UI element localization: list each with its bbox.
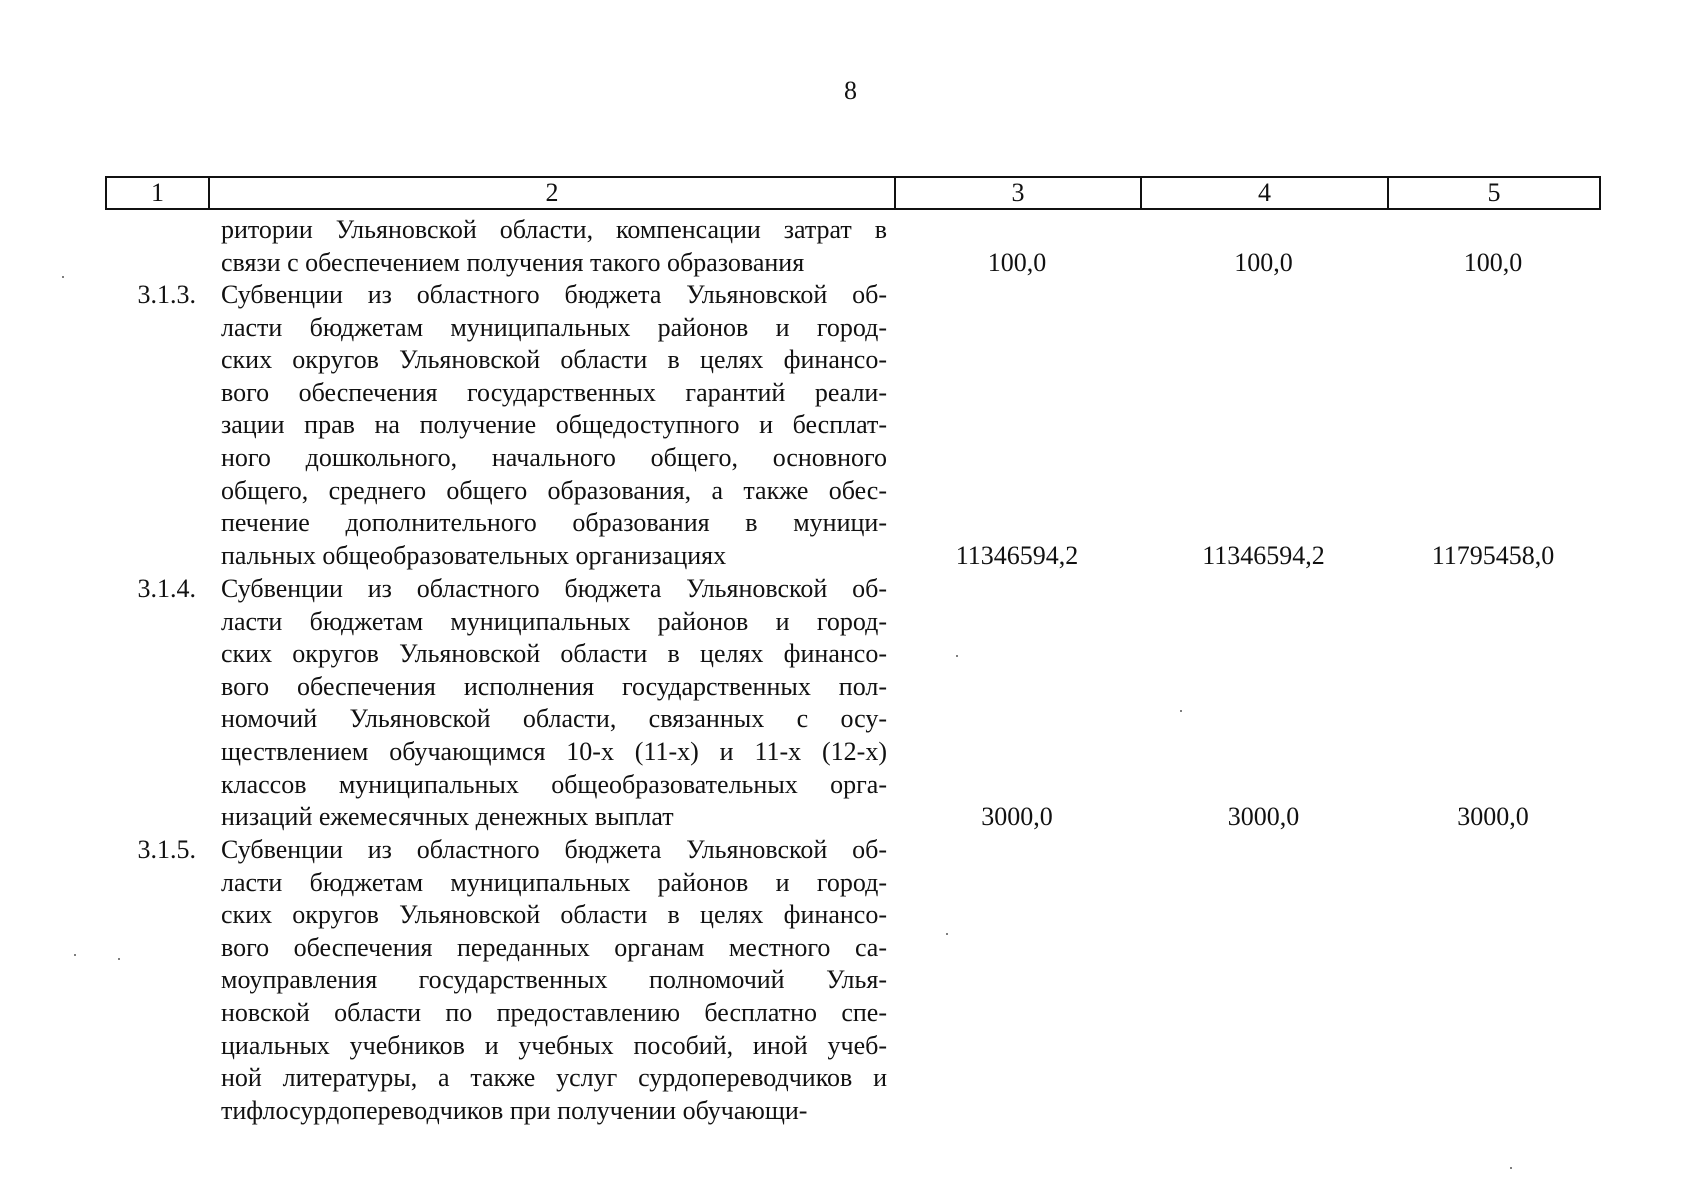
text-line: ной литературы, а также услуг сурдопереводчиков и: [221, 1063, 887, 1093]
page-number: 8: [844, 76, 857, 105]
text-line: вого обеспечения исполнения государственных пол-: [221, 671, 887, 701]
text-line: вого обеспечения переданных органам местного са-: [221, 932, 887, 962]
header-col-1: 1: [107, 178, 210, 208]
table-row-3-1-4: [105, 573, 1601, 835]
value-col-3: 3000,0: [981, 802, 1053, 832]
text-line: Субвенции из областного бюджета Ульяновской об-: [221, 280, 887, 309]
table-row-continuation: [105, 214, 1601, 280]
scan-speck: [118, 958, 120, 960]
table-row-3-1-5: [105, 834, 1601, 1134]
text-line: моуправления государственных полномочий Улья-: [221, 965, 887, 995]
row-number: 3.1.4.: [137, 574, 196, 603]
scan-speck: [946, 933, 948, 935]
text-line: классов муниципальных общеобразовательных орга-: [221, 769, 887, 799]
text-line: Субвенции из областного бюджета Ульяновской об-: [221, 835, 887, 864]
text-line: циальных учебников и учебных пособий, иной учеб-: [221, 1030, 887, 1060]
text-line: тифлосурдопереводчиков при получении обучающи-: [221, 1095, 808, 1125]
row-text: [221, 834, 887, 1127]
header-col-4: 4: [1142, 178, 1389, 208]
text-line: вого обеспечения государственных гарантий реали-: [221, 377, 887, 407]
table-header: [105, 176, 1601, 210]
value-col-4: 3000,0: [1227, 802, 1300, 832]
header-col-3: 3: [896, 178, 1142, 208]
text-line: ласти бюджетам муниципальных районов и город-: [221, 867, 887, 897]
scan-speck: [74, 954, 76, 956]
scan-speck: [956, 655, 958, 657]
value-col-5: 100,0: [1463, 247, 1523, 277]
text-line: ласти бюджетам муниципальных районов и город-: [221, 606, 887, 636]
text-line: новской области по предоставлению бесплатно спе-: [221, 997, 887, 1027]
table-row-3-1-3: [105, 279, 1601, 573]
header-col-2: 2: [210, 178, 896, 208]
text-line: зации прав на получение общедоступного и бесплат-: [221, 410, 887, 440]
text-line: печение дополнительного образования в муници-: [221, 508, 887, 538]
value-col-3: 100,0: [987, 247, 1047, 277]
text-line: низаций ежемесячных денежных выплат: [221, 802, 674, 832]
text-line: номочий Ульяновской области, связанных с осу-: [221, 704, 887, 734]
text-line: пальных общеобразовательных организациях: [221, 540, 727, 570]
text-line: ских округов Ульяновской области в целях финансо-: [221, 639, 887, 669]
text-line: общего, среднего общего образования, а также обес-: [221, 475, 887, 505]
text-line: Субвенции из областного бюджета Ульяновской об-: [221, 574, 887, 603]
row-number: 3.1.3.: [137, 280, 196, 309]
text-line: ществлением обучающимся 10-х (11-х) и 11-х (12-х): [221, 736, 887, 766]
row-text: [221, 279, 887, 572]
value-col-5: 11795458,0: [1431, 540, 1555, 570]
row-text: [221, 214, 887, 279]
value-col-4: 100,0: [1234, 247, 1293, 277]
value-col-3: 11346594,2: [955, 540, 1079, 570]
value-col-5: 3000,0: [1457, 802, 1529, 832]
text-line: ских округов Ульяновской области в целях финансо-: [221, 345, 887, 375]
text-line: ских округов Ульяновской области в целях финансо-: [221, 900, 887, 930]
header-col-5: 5: [1487, 178, 1501, 207]
row-text: [221, 573, 887, 834]
text-line: ритории Ульяновской области, компенсации затрат в: [221, 215, 887, 244]
scan-speck: [62, 276, 64, 278]
row-number: 3.1.5.: [137, 835, 196, 864]
scan-speck: [1180, 710, 1182, 712]
text-line: ного дошкольного, начального общего, основного: [221, 442, 887, 472]
value-col-4: 11346594,2: [1202, 540, 1325, 570]
text-line: связи с обеспечением получения такого образования: [221, 247, 805, 277]
text-line: ласти бюджетам муниципальных районов и город-: [221, 312, 887, 342]
scan-speck: [1510, 1167, 1512, 1169]
